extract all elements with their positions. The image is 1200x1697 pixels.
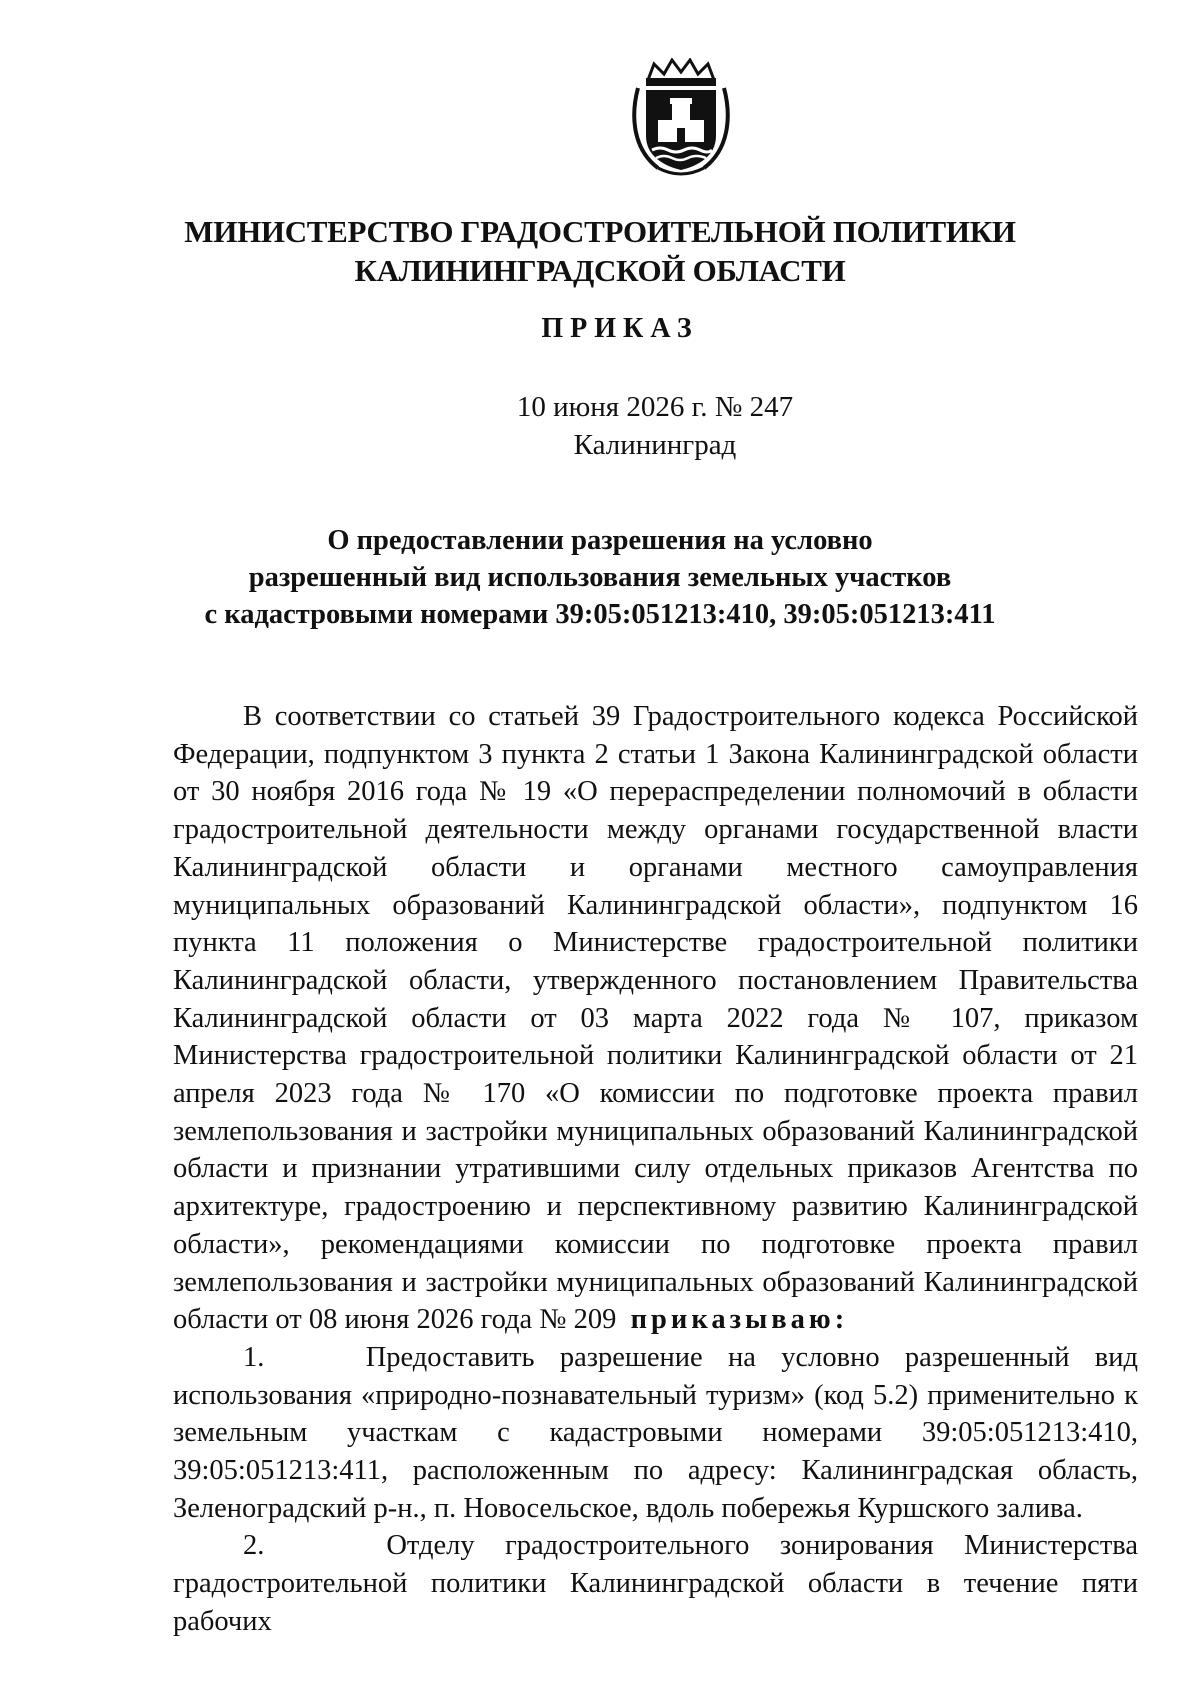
document-type: ПРИКАЗ [541, 313, 699, 344]
ministry-line-2: КАЛИНИНГРАДСКОЙ ОБЛАСТИ [354, 253, 846, 288]
ministry-line-1: МИНИСТЕРСТВО ГРАДОСТРОИТЕЛЬНОЙ ПОЛИТИКИ [184, 214, 1016, 249]
item-2 [173, 1527, 1138, 1640]
document-body [173, 698, 1138, 1641]
item-2-text: Отделу градостроительного зонирования Министерства градостроительной политики Калининградской области в течение пяти рабочих [173, 1530, 1139, 1637]
item-2-number: 2. [243, 1530, 265, 1562]
subject-line-3: с кадастровыми номерами 39:05:051213:410, 39:05:051213:411 [204, 599, 996, 630]
ministry-name [0, 212, 1200, 290]
item-1-text: Предоставить разрешение на условно разрешенный вид использования «природно-познавательный туризм» (код 5.2) применительно к земельным участкам с кадастровыми номерами 39:05:051213:410, 39:05:051213:411, расположенным по адресу: Калининградская область, Зеленоградский р-н., п. Новосельское, вдоль побережья Куршского залива. [173, 1341, 1138, 1524]
date-and-number: 10 июня 2026 г. № 247 [516, 391, 794, 423]
order-word: приказываю: [630, 1304, 849, 1336]
subject-line-2: разрешенный вид использования земельных участков [248, 562, 952, 593]
item-1-number: 1. [243, 1341, 265, 1373]
kaliningrad-coat-of-arms-icon [628, 58, 734, 178]
preamble-text: В соответствии со статьей 39 Градостроительного кодекса Российской Федерации, подпунктом 3 пункта 2 статьи 1 Закона Калининградской области от 30 ноября 2016 года № 19 «О перераспределении полномочий в области градостроительной деятельности между органами государственной власти Калининградской области и органами местного самоуправления муниципальных образований Калининградской области», подпунктом 16 пункта 11 положения о Министерстве градостроительной политики Калининградской области, утвержденного постановлением Правительства Калининградской области от 03 марта 2022 года № 107, приказом Министерства градостроительной политики Калининградской области от 21 апреля 2023 года № 170 «О комиссии по подготовке проекта правил землепользования и застройки муниципальных образований Калининградской области и признании утратившими силу отдельных приказов Агентства по архитектуре, градостроению и перспективному развитию Калининградской области», рекомендациями комиссии по подготовке проекта правил землепользования и застройки муниципальных образований Калининградской области от 08 июня 2026 года № 209 [173, 701, 1138, 1336]
city: Калининград [573, 429, 737, 461]
subject-line-1: О предоставлении разрешения на условно [327, 525, 873, 556]
preamble-paragraph [173, 698, 1138, 1339]
document-subject [0, 522, 1200, 633]
item-1 [173, 1339, 1138, 1528]
